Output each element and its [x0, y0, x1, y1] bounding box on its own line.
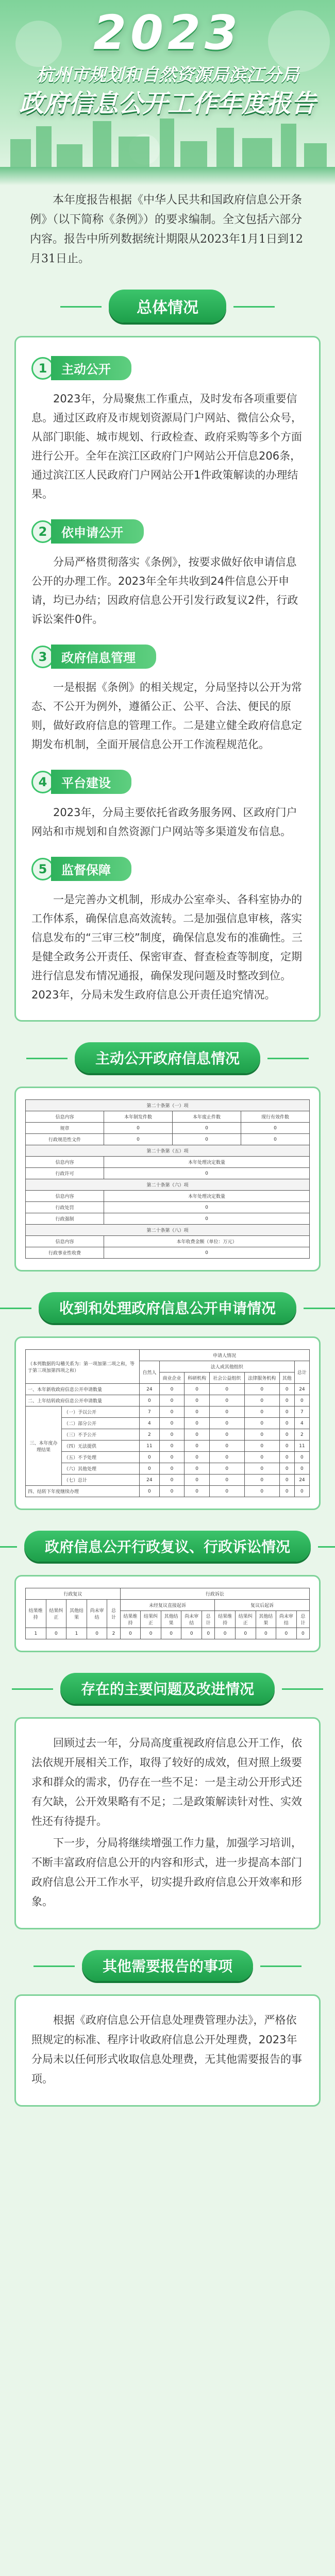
overview-card — [14, 336, 321, 1022]
table-cell: 0 — [120, 1628, 141, 1639]
review-col-header: 总计 — [107, 1600, 120, 1628]
table-row — [26, 1440, 310, 1452]
table-cell: 0 — [244, 1486, 279, 1497]
table-cell: 0 — [209, 1384, 244, 1395]
table-row — [26, 1463, 310, 1475]
table-cell: 0 — [159, 1384, 185, 1395]
table-group-title: 第二十条第（一）项 — [26, 1100, 310, 1111]
litigation-col-header: 尚未审结 — [181, 1611, 202, 1628]
table-cell: 0 — [159, 1395, 185, 1406]
item-number-badge: 1 — [31, 357, 54, 380]
table-cell: 0 — [244, 1452, 279, 1463]
review-header: 行政复议 — [26, 1588, 121, 1600]
table-header-cell: 信息内容 — [26, 1111, 104, 1123]
table-cell: 0 — [244, 1463, 279, 1475]
table-cell: 0 — [185, 1475, 210, 1486]
row-label: 四、结转下年度继续办理 — [26, 1486, 140, 1497]
table-cell: 0 — [185, 1395, 210, 1406]
table-cell: 0 — [279, 1475, 294, 1486]
row-label: （七）总计 — [62, 1475, 140, 1486]
table-cell: 0 — [161, 1628, 181, 1639]
table-row — [26, 1384, 310, 1395]
row-label: （三）不予公开 — [62, 1429, 140, 1440]
table-header-cell: 本年处理决定数量 — [104, 1191, 309, 1202]
table-header-cell: 本年废止件数 — [172, 1111, 241, 1123]
item-text: 2023年，分局聚焦工作重点，及时发布各项重要信息。通过区政府及市规划资源局门户网站、微信公众号，从部门职能、城市规划、行政检查、政府采购等多个方面进行公开。全年在滨江区政府门户网站公开信息206条，通过滨江区人民政府门户网站公开1件政策解读的办理结果。 — [31, 393, 302, 500]
applications-table-card — [14, 1336, 321, 1510]
table-cell: 0 — [209, 1429, 244, 1440]
table-cell: 24 — [139, 1475, 159, 1486]
table-header-cell: 信息内容 — [26, 1157, 104, 1168]
table-cell: 0 — [296, 1628, 309, 1639]
table-cell: 0 — [256, 1628, 276, 1639]
section-title-review-litigation: 政府信息公开行政复议、行政诉讼情况 — [24, 1531, 311, 1562]
active-disclosure-table-card — [14, 1087, 321, 1272]
table-cell: 0 — [181, 1628, 202, 1639]
table-cell: 0 — [244, 1418, 279, 1429]
table-cell: 0 — [159, 1418, 185, 1429]
table-cell: 0 — [279, 1418, 294, 1429]
table-cell: 行政处罚 — [26, 1202, 104, 1213]
results-group-label: 三、本年度办理结果 — [26, 1406, 62, 1486]
table-header-cell: 信息内容 — [26, 1236, 104, 1247]
table-cell: 0 — [159, 1452, 185, 1463]
overview-item-header — [31, 356, 304, 380]
item-tag: 政府信息管理 — [51, 645, 156, 669]
table-cell: 0 — [159, 1486, 185, 1497]
problems-paragraph: 回顾过去一年，分局高度重视政府信息公开工作，依法依规开展相关工作，取得了较好的成效，但对照上级要求和群众的需求，仍存在一些不足：一是主动公开形式还有欠缺，公开效果略有不足；二是政策解读针对性、实效性还有待提升。 — [31, 1737, 302, 1827]
table-cell: 0 — [139, 1395, 159, 1406]
item-tag: 监督保障 — [51, 857, 131, 881]
table-cell: 0 — [244, 1429, 279, 1440]
table-cell: 24 — [294, 1475, 309, 1486]
table-cell: 0 — [244, 1440, 279, 1452]
table-cell: 0 — [172, 1134, 241, 1145]
section-title-active-disclosure: 主动公开政府信息情况 — [75, 1042, 260, 1073]
row-label: 一、本年新收政府信息公开申请数量 — [26, 1384, 140, 1395]
review-col-header: 尚未审结 — [87, 1600, 107, 1628]
table-cell: 0 — [209, 1475, 244, 1486]
table-row — [26, 1395, 310, 1406]
table-cell: 0 — [279, 1486, 294, 1497]
table-cell: 0 — [185, 1440, 210, 1452]
table-cell: 0 — [104, 1213, 309, 1225]
table-row — [26, 1247, 310, 1259]
table-cell: 0 — [241, 1123, 309, 1134]
table-cell: 0 — [104, 1168, 309, 1179]
table-cell: 0 — [279, 1429, 294, 1440]
item-text: 一是根据《条例》的相关规定，分局坚持以公开为常态、不公开为例外，遵循公正、公平、合法、便民的原则，做好政府信息的管理工作。二是建立健全政府信息定期发布机制，全面开展信息公开工作流程规范化。 — [31, 681, 302, 751]
table-cell: 0 — [294, 1463, 309, 1475]
table-cell: 0 — [202, 1628, 215, 1639]
table-cell: 0 — [244, 1395, 279, 1406]
table-cell: 0 — [209, 1395, 244, 1406]
legal-entity-subheader: 其他 — [279, 1372, 294, 1384]
section-title-problems: 存在的主要问题及改进情况 — [60, 1673, 275, 1704]
table-cell: 0 — [279, 1452, 294, 1463]
table-cell: 0 — [209, 1440, 244, 1452]
overview-item — [31, 645, 304, 754]
litigation-col-header: 结果维持 — [215, 1611, 236, 1628]
table-cell: 0 — [279, 1395, 294, 1406]
report-year: 2023 — [93, 5, 242, 60]
table-cell: 0 — [279, 1463, 294, 1475]
table-cell: 0 — [241, 1134, 309, 1145]
table-cell: 0 — [87, 1628, 107, 1639]
overview-item — [31, 770, 304, 841]
table-cell: 行政规范性文件 — [26, 1134, 104, 1145]
applicant-header: 申请人情况 — [139, 1350, 309, 1361]
table-cell: 0 — [235, 1628, 256, 1639]
review-col-header: 其他结果 — [66, 1600, 87, 1628]
overview-item — [31, 519, 304, 629]
table-cell: 0 — [104, 1247, 309, 1259]
litigation-header: 行政诉讼 — [120, 1588, 309, 1600]
table-cell: 4 — [139, 1418, 159, 1429]
other-matters-paragraph: 根据《政府信息公开信息处理费管理办法》，严格依照规定的标准、程序计收政府信息公开处理费，2023年分局未以任何形式收取信息处理费，无其他需要报告的事项。 — [31, 2014, 302, 2085]
table-cell: 0 — [244, 1475, 279, 1486]
table-cell: 0 — [185, 1463, 210, 1475]
item-tag: 依申请公开 — [51, 519, 144, 544]
table-cell: 0 — [185, 1418, 210, 1429]
table-cell: 0 — [279, 1440, 294, 1452]
litigation-col-header: 结果纠正 — [141, 1611, 161, 1628]
table-cell: 0 — [279, 1406, 294, 1418]
table-header-cell: 本年制发件数 — [104, 1111, 172, 1123]
review-litigation-table-card — [14, 1575, 321, 1652]
row-label: （一）予以公开 — [62, 1406, 140, 1418]
review-col-header: 结果维持 — [26, 1600, 46, 1628]
table-cell: 0 — [244, 1384, 279, 1395]
table-cell: 0 — [139, 1452, 159, 1463]
problems-card — [14, 1717, 321, 1929]
item-text: 分局严格贯彻落实《条例》，按要求做好依申请信息公开的办理工作。2023年全年共收到24件信息公开申请，均已办结；因政府信息公开引发行政复议2件，行政诉讼案件0件。 — [31, 556, 298, 625]
table-cell: 0 — [185, 1452, 210, 1463]
table-cell: 0 — [294, 1486, 309, 1497]
row-label: （五）不予处理 — [62, 1452, 140, 1463]
problems-paragraph: 下一步，分局将继续增强工作力量，加强学习培训，不断丰富政府信息公开的内容和形式，进一步提高本部门政府信息公开工作水平，切实提升政府信息公开效率和形象。 — [31, 1837, 302, 1908]
row-label: （二）部分公开 — [62, 1418, 140, 1429]
intro-paragraph: 本年度报告根据《中华人民共和国政府信息公开条例》（以下简称《条例》）的要求编制。全文包括六部分内容。报告中所列数据统计期限从2023年1月1日到12月31日止。 — [30, 194, 303, 265]
litigation-col-header: 总计 — [296, 1611, 309, 1628]
table-cell: 0 — [244, 1406, 279, 1418]
row-label: 二、上年结转政府信息公开申请数量 — [26, 1395, 140, 1406]
table-row — [26, 1406, 310, 1418]
table-cell: 规章 — [26, 1123, 104, 1134]
table-cell: 0 — [104, 1134, 172, 1145]
table-cell: 24 — [294, 1384, 309, 1395]
table-cell: 0 — [46, 1628, 66, 1639]
section-title-applications: 收到和处理政府信息公开申请情况 — [39, 1292, 296, 1323]
legal-entity-subheader: 商业企业 — [159, 1372, 185, 1384]
table-row — [26, 1418, 310, 1429]
review-col-header: 结果纠正 — [46, 1600, 66, 1628]
table-cell: 0 — [209, 1418, 244, 1429]
litigation-col-header: 其他结果 — [256, 1611, 276, 1628]
table-cell: 0 — [159, 1475, 185, 1486]
department-name: 杭州市规划和自然资源局滨江分局 — [36, 65, 299, 86]
table-cell: 0 — [159, 1406, 185, 1418]
table-cell: 11 — [294, 1440, 309, 1452]
table-cell: 1 — [26, 1628, 46, 1639]
litigation-col-header: 尚未审结 — [276, 1611, 297, 1628]
applications-table — [25, 1349, 310, 1497]
overview-item-header — [31, 770, 304, 794]
table-row — [26, 1123, 310, 1134]
table-cell: 2 — [107, 1628, 120, 1639]
report-title: 政府信息公开工作年度报告 — [19, 89, 316, 118]
active-disclosure-table — [25, 1099, 310, 1259]
litigation-subheader: 未经复议直接起诉 — [120, 1600, 215, 1611]
other-matters-card — [14, 1994, 321, 2107]
table-cell: 0 — [104, 1123, 172, 1134]
table-cell: 行政许可 — [26, 1168, 104, 1179]
item-tag: 平台建设 — [51, 770, 131, 794]
item-number-badge: 2 — [31, 520, 54, 543]
overview-item-header — [31, 519, 304, 544]
total-header: 总计 — [294, 1361, 309, 1384]
litigation-subheader: 复议后起诉 — [215, 1600, 310, 1611]
table-cell: 24 — [139, 1384, 159, 1395]
legal-entity-subheader: 社会公益组织 — [209, 1372, 244, 1384]
legal-entity-subheader: 法律服务机构 — [244, 1372, 279, 1384]
table-cell: 7 — [139, 1406, 159, 1418]
hero-banner — [0, 0, 335, 185]
table-corner-note: （本列数据的勾稽关系为：第一项加第二项之和，等于第三项加第四项之和） — [26, 1350, 140, 1384]
table-cell: 0 — [139, 1463, 159, 1475]
table-header-cell: 信息内容 — [26, 1191, 104, 1202]
item-number-badge: 4 — [31, 771, 54, 793]
table-row — [26, 1486, 310, 1497]
table-cell: 0 — [276, 1628, 297, 1639]
table-cell: 4 — [294, 1418, 309, 1429]
table-cell: 0 — [215, 1628, 236, 1639]
table-cell: 0 — [279, 1384, 294, 1395]
table-row — [26, 1429, 310, 1440]
section-title-overview: 总体情况 — [109, 290, 226, 323]
overview-item — [31, 356, 304, 504]
table-cell: 11 — [139, 1440, 159, 1452]
review-litigation-table — [25, 1588, 310, 1639]
table-cell: 0 — [209, 1486, 244, 1497]
overview-item-header — [31, 645, 304, 669]
table-cell: 0 — [139, 1486, 159, 1497]
legal-entity-subheader: 科研机构 — [185, 1372, 210, 1384]
table-cell: 0 — [185, 1486, 210, 1497]
table-cell: 0 — [209, 1452, 244, 1463]
table-group-title: 第二十条第（五）项 — [26, 1145, 310, 1157]
table-header-cell: 现行有效件数 — [241, 1111, 309, 1123]
table-row — [26, 1452, 310, 1463]
table-cell: 0 — [185, 1406, 210, 1418]
table-row — [26, 1168, 310, 1179]
legal-entity-header: 法人或其他组织 — [159, 1361, 294, 1372]
table-cell: 0 — [294, 1452, 309, 1463]
litigation-col-header: 结果纠正 — [235, 1611, 256, 1628]
table-cell: 行政事业性收费 — [26, 1247, 104, 1259]
table-cell: 0 — [159, 1463, 185, 1475]
table-cell: 0 — [159, 1429, 185, 1440]
row-label: （六）其他处理 — [62, 1463, 140, 1475]
row-label: （四）无法提供 — [62, 1440, 140, 1452]
litigation-col-header: 结果维持 — [120, 1611, 141, 1628]
table-cell: 0 — [185, 1384, 210, 1395]
section-title-other: 其他需要报告的事项 — [82, 1950, 253, 1981]
table-cell: 0 — [185, 1429, 210, 1440]
table-cell: 0 — [209, 1406, 244, 1418]
natural-person-header: 自然人 — [139, 1361, 159, 1384]
item-number-badge: 3 — [31, 646, 54, 668]
ground-decoration — [0, 167, 335, 185]
table-row — [26, 1134, 310, 1145]
table-cell: 0 — [159, 1440, 185, 1452]
overview-item-header — [31, 857, 304, 881]
litigation-col-header: 总计 — [202, 1611, 215, 1628]
table-cell: 2 — [139, 1429, 159, 1440]
item-text: 2023年，分局主要依托省政务服务网、区政府门户网站和市规划和自然资源门户网站等多渠道发布信息。 — [31, 806, 297, 838]
table-group-title: 第二十条第（六）项 — [26, 1179, 310, 1191]
item-text: 一是完善办文机制，形成办公室牵头、各科室协办的工作体系，确保信息高效流转。二是加强信息审核，落实信息发布的“三审三校”制度，确保信息发布的准确性。三是健全政务公开责任、保密审查、督查检查等制度，定期进行信息发布情况通报，确保发现问题及时整改到位。2023年，分局未发生政府信息公开责任追究情况。 — [31, 893, 303, 1001]
table-cell: 0 — [172, 1123, 241, 1134]
table-cell: 行政强制 — [26, 1213, 104, 1225]
item-number-badge: 5 — [31, 858, 54, 880]
table-header-cell: 本年收费金额（单位：万元） — [104, 1236, 309, 1247]
table-row — [26, 1213, 310, 1225]
item-tag: 主动公开 — [51, 356, 131, 380]
table-cell: 7 — [294, 1406, 309, 1418]
table-cell: 0 — [209, 1463, 244, 1475]
table-cell: 0 — [141, 1628, 161, 1639]
table-group-title: 第二十条第（八）项 — [26, 1225, 310, 1236]
table-cell: 1 — [66, 1628, 87, 1639]
table-cell: 2 — [294, 1429, 309, 1440]
overview-item — [31, 857, 304, 1005]
table-row — [26, 1475, 310, 1486]
table-cell: 0 — [294, 1395, 309, 1406]
table-row — [26, 1202, 310, 1213]
table-header-cell: 本年处理决定数量 — [104, 1157, 309, 1168]
litigation-col-header: 其他结果 — [161, 1611, 181, 1628]
table-cell: 0 — [104, 1202, 309, 1213]
